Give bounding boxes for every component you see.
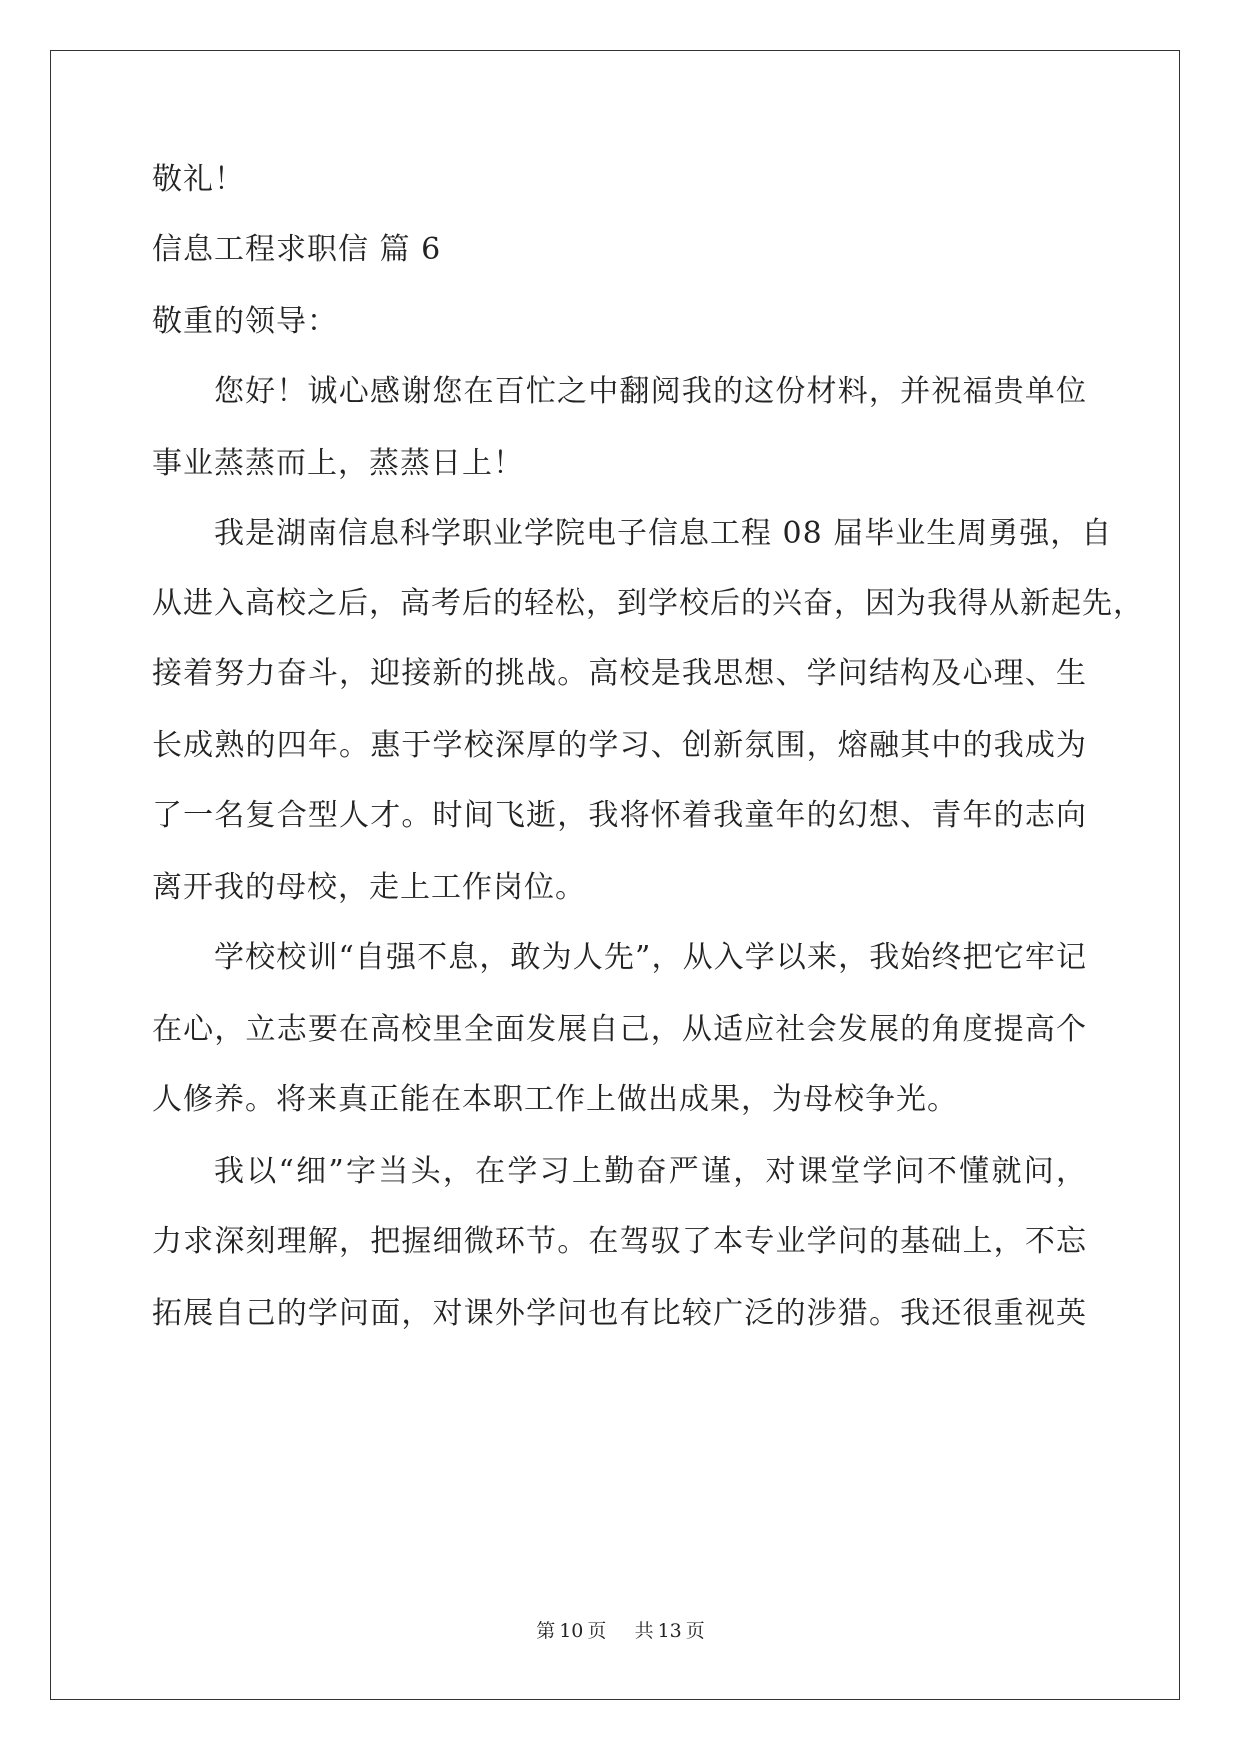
paragraph-line: 接着努力奋斗，迎接新的挑战。高校是我思想、学问结构及心理、生	[152, 656, 1087, 691]
paragraph-line: 力求深刻理解，把握细微环节。在驾驭了本专业学问的基础上，不忘	[152, 1224, 1087, 1259]
footer-page-word: 页	[587, 1620, 607, 1642]
paragraph-line: 学校校训“自强不息，敢为人先”，从入学以来，我始终把它牢记	[214, 940, 1087, 975]
closing-line: 敬礼！	[152, 162, 245, 197]
footer-total-suffix: 页	[685, 1620, 705, 1642]
paragraph-line: 我以“细”字当头，在学习上勤奋严谨，对课堂学问不懂就问，	[214, 1154, 1087, 1189]
footer-total-pages: 13	[657, 1620, 682, 1642]
paragraph-line: 了一名复合型人才。时间飞逝，我将怀着我童年的幻想、青年的志向	[152, 798, 1087, 833]
paragraph-line: 在心，立志要在高校里全面发展自己，从适应社会发展的角度提高个	[152, 1012, 1087, 1047]
paragraph-line: 长成熟的四年。惠于学校深厚的学习、创新氛围，熔融其中的我成为	[152, 728, 1087, 763]
salutation: 敬重的领导：	[152, 304, 338, 339]
paragraph-line: 离开我的母校，走上工作岗位。	[152, 870, 586, 905]
paragraph-line: 我是湖南信息科学职业学院电子信息工程 08 届毕业生周勇强，自	[214, 516, 1113, 551]
footer-current-page: 10	[559, 1620, 584, 1642]
footer-prefix: 第	[536, 1620, 556, 1642]
paragraph-line: 事业蒸蒸而上，蒸蒸日上！	[152, 446, 524, 481]
section-heading: 信息工程求职信 篇 6	[152, 232, 442, 267]
page-footer	[0, 1616, 1241, 1643]
paragraph-line: 拓展自己的学问面，对课外学问也有比较广泛的涉猎。我还很重视英	[152, 1296, 1087, 1331]
paragraph-line: 从进入高校之后，高考后的轻松，到学校后的兴奋，因为我得从新起先，	[152, 586, 1144, 621]
paragraph-line: 人修养。将来真正能在本职工作上做出成果，为母校争光。	[152, 1082, 958, 1117]
paragraph-line: 您好！诚心感谢您在百忙之中翻阅我的这份材料，并祝福贵单位	[214, 374, 1087, 409]
footer-total-prefix: 共	[634, 1620, 654, 1642]
